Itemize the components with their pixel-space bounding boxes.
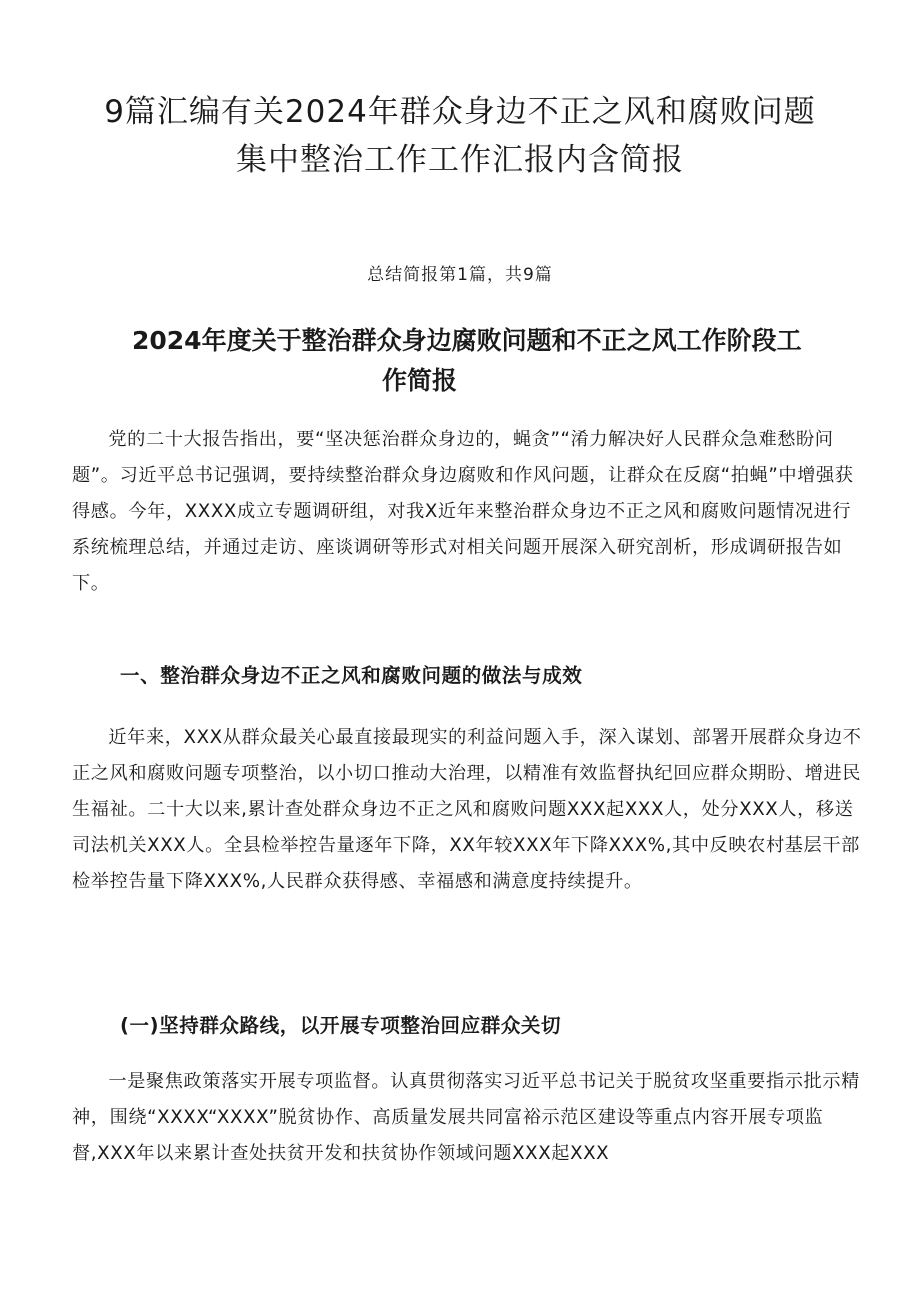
- document-title-line-1: 9篇汇编有关2024年群众身边不正之风和腐败问题: [104, 94, 816, 130]
- intro-paragraph: 党的二十大报告指出，要“坚决惩治群众身边的，蝇贪”“淆力解决好人民群众急难愁盼问题”。习近平总书记强调，要持续整治群众身边腐败和作风问题，让群众在反腐“拍蝇”中增强获得感。今年，XXXX成立专题调研组，对我X近年来整治群众身边不正之风和腐败问题情况进行系统梳理总结，并通过走访、座谈调研等形式对相关问题开展深入研究剖析，形成调研报告如下。: [72, 429, 854, 594]
- document-title-line-2: 集中整治工作工作汇报内含简报: [236, 142, 684, 178]
- article-title: [96, 321, 886, 401]
- article-title-line-2: 作简报: [382, 366, 458, 395]
- paragraph-one: 近年来，XXX从群众最关心最直接最现实的利益问题入手，深入谋划、部署开展群众身边不正之风和腐败问题专项整治，以小切口推动大治理，以精准有效监督执纪回应群众期盼、增进民生福祉。二十大以来,累计查处群众身边不正之风和腐败问题XXX起XXX人，处分XXX人，移送司法机关XXX人。全县检举控告量逐年下降，XX年较XXX年下降XXX%,其中反映农村基层干部检举控告量下降XXX%,人民群众获得感、幸福感和满意度持续提升。: [72, 727, 862, 892]
- heading-one: 一、整治群众身边不正之风和腐败问题的做法与成效: [120, 664, 583, 687]
- subheading-one: (一)坚持群众路线，以开展专项整治回应群众关切: [120, 1014, 562, 1037]
- document-subtitle: 总结简报第1篇，共9篇: [367, 265, 553, 285]
- article-title-line-1: 2024年度关于整治群众身边腐败问题和不正之风工作阶段工: [132, 326, 802, 355]
- paragraph-two: 一是聚焦政策落实开展专项监督。认真贯彻落实习近平总书记关于脱贫攻坚重要指示批示精神，围绕“XXXX“XXXX”脱贫协作、高质量发展共同富裕示范区建设等重点内容开展专项监督,XXX年以来累计查处扶贫开发和扶贫协作领域问题XXX起XXX: [72, 1071, 860, 1164]
- document-title: [60, 88, 860, 184]
